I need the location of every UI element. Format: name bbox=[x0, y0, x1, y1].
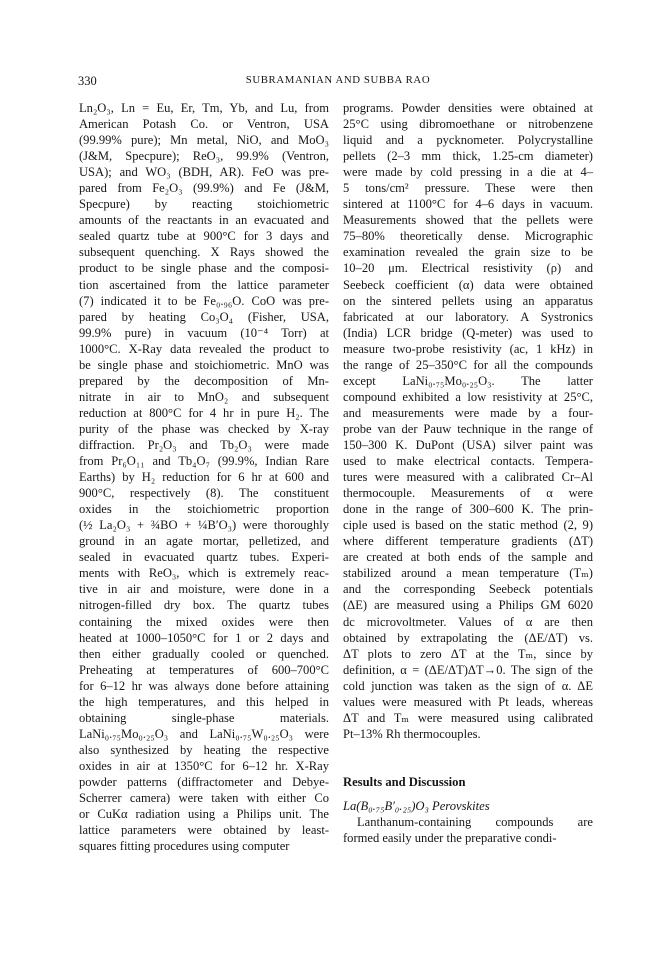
text-line: heated at 1000–1050°C for 1 or 2 days and bbox=[79, 630, 329, 645]
text-line: values were measured with Pt leads, whereas bbox=[343, 694, 593, 709]
text-line: then either gradually cooled or quenched. bbox=[79, 646, 329, 661]
text-line: examination revealed the grain size to be bbox=[343, 245, 593, 260]
text-line: (India) LCR bridge (Q-meter) was used to bbox=[343, 325, 593, 340]
right-column bbox=[343, 100, 593, 846]
text-line: pellets (2–3 mm thick, 1.25-cm diameter) bbox=[343, 149, 593, 164]
text-line: compound exhibited a low resistivity at 25°C, bbox=[343, 389, 593, 404]
text-line: where different temperature gradients (ΔT) bbox=[343, 534, 593, 549]
section-heading: Results and Discussion bbox=[343, 774, 466, 789]
text-line: squares fitting procedures using computer bbox=[79, 839, 290, 854]
text-line: oxides in air at 1350°C for 6–12 hr. X-Ray bbox=[79, 758, 329, 773]
text-line: 75–80% theoretically dense. Micrographic bbox=[343, 229, 593, 244]
text-line: also synthesized by heating the respective bbox=[79, 742, 329, 757]
text-line: cold junction was taken as the sign of α. ΔE bbox=[343, 678, 593, 693]
text-line: thermocouple. Measurements of α were bbox=[343, 486, 593, 501]
text-line: Seebeck coefficient (α) data were obtained bbox=[343, 277, 593, 292]
text-line: tion ascertained from the lattice parameter bbox=[79, 277, 329, 292]
text-line: (99.99% pure); Mn metal, NiO, and MoO₃ bbox=[79, 133, 329, 148]
text-line: measure two-probe resistivity (ac, 1 kHz) in bbox=[343, 341, 593, 356]
text-line: pared by heating Co₃O₄ (Fisher, USA, bbox=[79, 309, 329, 324]
text-line: the range of 25–350°C for all the compounds bbox=[343, 357, 593, 372]
page-header bbox=[78, 74, 598, 94]
text-line: nitrogen-filled dry box. The quartz tubes bbox=[79, 598, 329, 613]
text-line: USA); and WO₃ (BDH, AR). FeO was pre- bbox=[79, 165, 329, 180]
text-line: or CuKα radiation using a Philips unit. The bbox=[79, 807, 329, 822]
text-line: 150–300 K. DuPont (USA) silver paint was bbox=[343, 437, 593, 452]
text-line: Lanthanum-containing compounds are bbox=[357, 814, 593, 829]
text-line: powder patterns (diffractometer and Debye- bbox=[79, 774, 329, 789]
text-line: programs. Powder densities were obtained at bbox=[343, 101, 593, 115]
text-line: from Pr₆O₁₁ and Tb₄O₇ (99.9%, Indian Rare bbox=[79, 454, 329, 469]
text-line: 900°C, respectively (8). The constituent bbox=[79, 486, 329, 501]
text-line: and measurements were made by a four- bbox=[343, 405, 593, 420]
text-line: and the corresponding Seebeck potentials bbox=[343, 582, 593, 597]
text-line: Preheating at temperatures of 600–700°C bbox=[79, 662, 329, 677]
text-line: pared from Fe₂O₃ (99.9%) and Fe (J&M, bbox=[79, 181, 329, 196]
left-column bbox=[79, 100, 329, 854]
text-line: (½ La₂O₃ + ¾BO + ¼B′O₃) were thoroughly bbox=[79, 518, 329, 533]
text-line: containing the mixed oxides were then bbox=[79, 614, 329, 629]
text-line: fabricated at our laboratory. A Systronics bbox=[343, 309, 593, 324]
text-line: ground in an agate mortar, pelletized, and bbox=[79, 534, 329, 549]
text-line: tive in air and moisture, were done in a bbox=[79, 582, 329, 597]
text-line: prepared by the decomposition of Mn- bbox=[79, 373, 329, 388]
text-line: sintered at 1100°C for 4–6 days in vacuum. bbox=[343, 197, 593, 212]
page-number: 330 bbox=[78, 74, 97, 88]
text-line: (7) indicated it to be Fe₀.₉₆O. CoO was pre- bbox=[79, 293, 329, 308]
text-line: nitrate in air to MnO₂ and subsequent bbox=[79, 389, 329, 404]
text-line: the high temperatures, and this helped in bbox=[79, 694, 329, 709]
subsection-heading: La(B₀.₇₅B′₀.₂₅)O₃ Perovskites bbox=[343, 798, 490, 813]
text-line: obtaining single-phase materials. bbox=[79, 710, 329, 725]
text-line: on the sintered pellets using an apparatus bbox=[343, 293, 593, 308]
text-line: for 6–12 hr was always done before attaining bbox=[79, 678, 329, 693]
text-line: 99.9% pure) in vacuum (10⁻⁴ Torr) at bbox=[79, 325, 329, 340]
text-line: amounts of the reactants in an evacuated and bbox=[79, 213, 329, 228]
text-line: Earths) by H₂ reduction for 6 hr at 600 and bbox=[79, 470, 329, 485]
text-line: product to be single phase and the composi- bbox=[79, 261, 329, 276]
text-line: Pt–13% Rh thermocouples. bbox=[343, 726, 481, 741]
text-line: obtained by extrapolating the (ΔE/ΔT) vs. bbox=[343, 630, 593, 645]
text-line: 25°C using dibromoethane or nitrobenzene bbox=[343, 117, 593, 132]
text-line: Scherrer camera) were taken with either Co bbox=[79, 791, 329, 806]
text-line: used to make electrical contacts. Tempera- bbox=[343, 454, 593, 469]
text-line: definition, α = (ΔE/ΔT)ΔT→0. The sign of the bbox=[343, 662, 593, 677]
text-line: ciple used is based on the static method (2, 9) bbox=[343, 518, 593, 533]
text-line: American Potash Co. or Ventron, USA bbox=[79, 117, 329, 132]
text-line: 5 tons/cm² pressure. These were then bbox=[343, 181, 593, 196]
text-line: formed easily under the preparative condi- bbox=[343, 831, 557, 846]
text-line: stabilized around a mean temperature (Tₘ) bbox=[343, 566, 593, 581]
text-line: ΔT and Tₘ were measured using calibrated bbox=[343, 710, 593, 725]
text-line: probe van der Pauw technique in the range of bbox=[343, 421, 593, 436]
text-line: tures were measured with a calibrated Cr–Al bbox=[343, 470, 593, 485]
text-line: sealed in evacuated quartz tubes. Experi- bbox=[79, 550, 329, 565]
text-line: Ln₂O₃, Ln = Eu, Er, Tm, Yb, and Lu, from bbox=[79, 101, 329, 115]
text-line: were made by cold pressing in a die at 4– bbox=[343, 165, 593, 180]
text-line: except LaNi₀.₇₅Mo₀.₂₅O₃. The latter bbox=[343, 373, 593, 388]
text-line: dc microvoltmeter. Values of α are then bbox=[343, 614, 593, 629]
text-line: LaNi₀.₇₅Mo₀.₂₅O₃ and LaNi₀.₇₅W₀.₂₅O₃ were bbox=[79, 726, 329, 741]
text-line: 1000°C. X-Ray data revealed the product to bbox=[79, 341, 329, 356]
text-line: ments with ReO₃, which is extremely reac- bbox=[79, 566, 329, 581]
right-column-body bbox=[343, 100, 593, 742]
text-line: be single phase and stoichiometric. MnO was bbox=[79, 357, 329, 372]
text-line: diffraction. Pr₂O₃ and Tb₂O₃ were made bbox=[79, 437, 329, 452]
text-line: subsequent quenching. X Rays showed the bbox=[79, 245, 329, 260]
text-line: (J&M, Specpure); ReO₃, 99.9% (Ventron, bbox=[79, 149, 329, 164]
text-line: Specpure) by reacting stoichiometric bbox=[79, 197, 329, 212]
text-line: purity of the phase was checked by X-ray bbox=[79, 421, 329, 436]
text-line: are created at both ends of the sample and bbox=[343, 550, 593, 565]
text-line: done in the range of 300–600 K. The prin- bbox=[343, 502, 593, 517]
text-line: sealed quartz tube at 900°C for 3 days and bbox=[79, 229, 329, 244]
text-line: reduction at 800°C for 4 hr in pure H₂. The bbox=[79, 405, 329, 420]
right-column-continuation bbox=[343, 814, 593, 846]
text-line: ΔT plots to zero ΔT at the Tₘ, since by bbox=[343, 646, 593, 661]
text-line: liquid and a pycknometer. Polycrystalline bbox=[343, 133, 593, 148]
text-line: lattice parameters were obtained by least- bbox=[79, 823, 329, 838]
text-line: oxides in the stoichiometric proportion bbox=[79, 502, 329, 517]
text-line: 10–20 μm. Electrical resistivity (ρ) and bbox=[343, 261, 593, 276]
running-head: SUBRAMANIAN AND SUBBA RAO bbox=[245, 74, 431, 86]
text-line: (ΔE) are measured using a Philips GM 6020 bbox=[343, 598, 593, 613]
text-line: Measurements showed that the pellets were bbox=[343, 213, 593, 228]
